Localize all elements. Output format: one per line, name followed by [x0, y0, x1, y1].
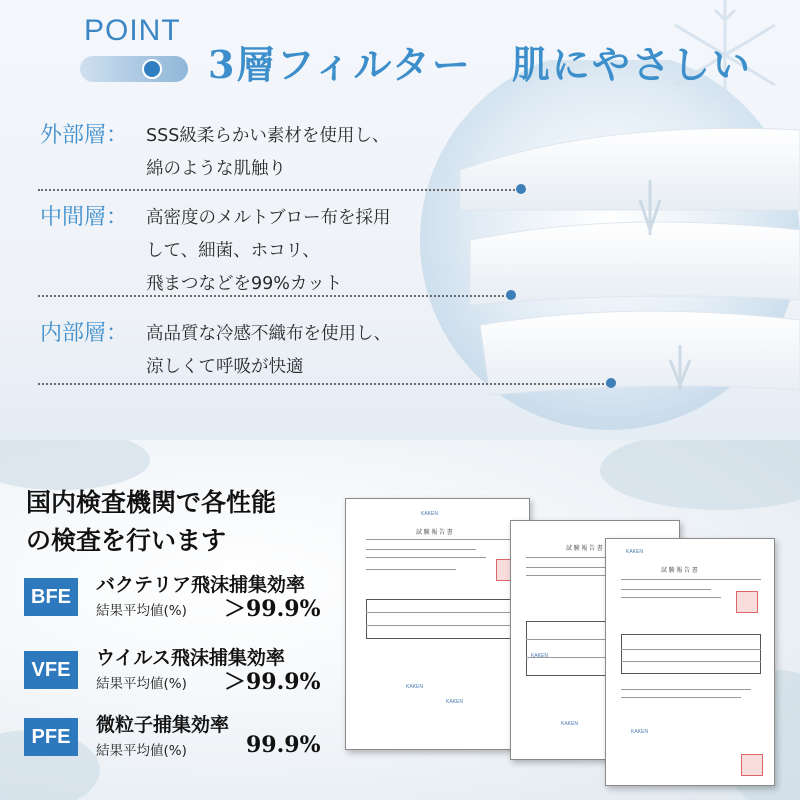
document-title: 試 験 報 告 書: [566, 546, 603, 552]
document-logo: KAKEN: [531, 653, 548, 659]
layer-desc-line: 涼しくて呼吸が快適: [146, 357, 304, 377]
divider-dot-icon: [606, 378, 616, 388]
document-logo: KAKEN: [406, 684, 423, 690]
point-label: POINT: [84, 14, 181, 47]
metric-badge: VFE: [24, 651, 78, 689]
metric-value: ＞99.9%: [224, 669, 321, 695]
layer-name: 中間層：: [40, 205, 129, 230]
divider: [38, 189, 522, 191]
stamp-icon: [736, 591, 758, 613]
test-report-document: [605, 538, 775, 786]
metric-title: 微粒子捕集効率: [96, 714, 230, 736]
metric-badge: PFE: [24, 718, 78, 756]
layer-name: 内部層：: [40, 321, 129, 346]
metric-value: ＞99.9%: [224, 596, 321, 622]
layer-desc-line: SSS級柔らかい素材を使用し、: [146, 126, 390, 146]
stamp-icon: [741, 754, 763, 776]
layer-desc-line: 綿のような肌触り: [146, 159, 286, 179]
layer-description: [146, 318, 391, 384]
bottom-section: [0, 440, 800, 800]
metric-title: ウイルス飛沫捕集効率: [96, 647, 285, 669]
layer-description: [146, 202, 390, 301]
headline-line: の検査を行います: [26, 526, 227, 555]
metric-title: バクテリア飛沫捕集効率: [96, 574, 306, 596]
layer-desc-line: して、細菌、ホコリ、: [146, 241, 320, 261]
document-logo: KAKEN: [626, 549, 643, 555]
document-logo: KAKEN: [446, 699, 463, 705]
metric-badge: BFE: [24, 578, 78, 616]
document-logo: KAKEN: [561, 721, 578, 727]
point-bar: [80, 56, 188, 82]
metric-value: 99.9%: [246, 732, 321, 758]
layer-desc-line: 高密度のメルトブロー布を採用: [146, 208, 391, 228]
divider-dot-icon: [516, 184, 526, 194]
divider-dot-icon: [506, 290, 516, 300]
test-report-document: [345, 498, 530, 750]
inspection-headline: [26, 484, 276, 560]
document-title: 試 験 報 告 書: [416, 530, 453, 536]
layer-description: [146, 120, 389, 186]
document-logo: KAKEN: [631, 729, 648, 735]
layer-name: 外部層：: [40, 123, 129, 148]
metric-subtitle: 結果平均値(%): [96, 743, 187, 759]
document-logo: KAKEN: [421, 511, 438, 517]
divider: [38, 383, 612, 385]
headline-line: 国内検査機関で各性能: [26, 488, 277, 517]
metric-subtitle: 結果平均値(%): [96, 603, 187, 619]
document-title: 試 験 報 告 書: [661, 568, 698, 574]
page-title: 3層フィルター 肌にやさしい: [208, 42, 752, 87]
point-dot-icon: [142, 59, 162, 79]
metric-subtitle: 結果平均値(%): [96, 676, 187, 692]
layer-desc-line: 飛まつなどを99%カット: [146, 274, 343, 294]
layer-desc-line: 高品質な冷感不織布を使用し、: [146, 324, 391, 344]
divider: [38, 295, 512, 297]
